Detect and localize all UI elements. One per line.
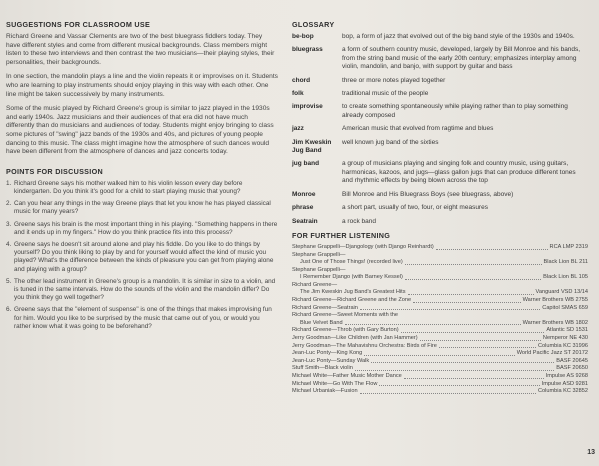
glossary-entry <box>292 90 588 103</box>
glossary-term: jug band <box>292 160 320 168</box>
glossary-entry <box>292 103 588 125</box>
list-item: Richard Greene—Richard Greene and the Zone Warner Brothers WB 2755 <box>292 297 588 304</box>
list-item: Stephane Grappelli—Djangology (with Django Reinhardt) RCA LMP 2319 <box>292 243 588 250</box>
suggestions-heading: SUGGESTIONS FOR CLASSROOM USE <box>6 20 151 29</box>
glossary-list <box>292 33 588 231</box>
glossary-term: Seatrain <box>292 217 318 225</box>
list-item: Richard Greene—Throb (with Gary Burton) Atlantic SD 1531 <box>292 327 588 334</box>
list-item: Michael White—Go With The Flow Impulse ASD 9281 <box>292 380 588 387</box>
list-item: 5. The other lead instrument in Greene's group is a mandolin. It is similar in size to a violin, and is tuned in the same intervals. How do the sounds of the violin and the mandolin differ? Do you think they go well together? <box>6 277 276 302</box>
glossary-definition: three or more notes played together <box>342 76 446 84</box>
glossary-term: jazz <box>292 125 304 133</box>
list-item: 6. Greene says that the "element of suspense" is one of the things that makes improvising fun for him. Would you like to be surprised by the music that came out of you, or would you rather know what it was going to be beforehand? <box>6 306 272 330</box>
glossary-definition: well known jug band of the sixties <box>342 138 439 146</box>
paragraph: In one section, the mandolin plays a line and the violin repeats it or improvises on it. Students who are learning to play instruments should enjoy playing in this way with each other. One line might be taken successively by many instruments. <box>6 73 278 98</box>
list-item: I Remember Django (with Barney Kessel) Black Lion BL 105 <box>300 274 588 281</box>
glossary-term: bluegrass <box>292 46 323 54</box>
glossary-term: be-bop <box>292 33 314 40</box>
list-item: Jean-Luc Ponty—Sunday Walk BASF 20645 <box>292 357 588 364</box>
list-item: 3. Greene says his brain is the most important thing in his playing. "Something happens in there and it ends up in my fingers." How do you think practice fits into this process? <box>6 220 278 236</box>
glossary-definition: Bill Monroe and His Bluegrass Boys (see bluegrass, above) <box>342 190 514 198</box>
list-item: Richard Greene— <box>292 281 338 288</box>
glossary-entry <box>292 160 588 190</box>
list-item: Just One of Those Things! (recorded live) Black Lion BL 211 <box>300 259 588 266</box>
glossary-term: Monroe <box>292 190 316 198</box>
listening-heading: FOR FURTHER LISTENING <box>292 230 391 240</box>
glossary-term: phrase <box>292 204 314 212</box>
glossary-entry <box>292 139 588 161</box>
paragraph: Richard Greene and Vassar Clements are two of the best bluegrass fiddlers today. They have different styles and come from different musical backgrounds. Class members might listen to these two interviews and then contrast the two musicians—their playing styles, their personalities, their backgrounds. <box>6 33 275 66</box>
points-heading: POINTS FOR DISCUSSION <box>6 166 103 176</box>
glossary-definition: traditional music of the people <box>342 90 429 98</box>
list-item: Richard Greene—Seatrain Capitol SMAS 659 <box>292 304 588 311</box>
glossary-term: folk <box>292 90 304 98</box>
glossary-entry <box>292 46 588 76</box>
discussion-points-list <box>6 180 278 331</box>
list-item: Michael Urbaniak—Fusion Columbia KC 32852 <box>292 388 588 395</box>
glossary-term: chord <box>292 76 311 84</box>
list-item: Stephane Grappelli— <box>292 251 346 258</box>
glossary-entry <box>292 125 588 138</box>
glossary-definition: a form of southern country music, developed, largely by Bill Monroe and his bands, from the string band music of the early 20th century; emphasizes interplay among violin, mandolin, and banjo, with support by guitar and bass <box>342 46 581 71</box>
glossary-definition: bop, a form of jazz that evolved out of the big band style of the 1930s and 1940s. <box>342 33 575 40</box>
glossary-term: Jim Kweskin Jug Band <box>292 138 332 155</box>
glossary-entry <box>292 33 588 46</box>
glossary-entry <box>292 218 588 231</box>
list-item: 2. Can you hear any things in the way Greene plays that let you know he has played classical music for many years? <box>6 200 271 216</box>
list-item: Jerry Goodman—Like Children (with Jan Hammer) Nemperor NE 430 <box>292 335 588 342</box>
list-item: Stephane Grappelli— <box>292 266 346 273</box>
paragraph: Some of the music played by Richard Greene's group is similar to jazz played in the 1930s and early 1940s. Jazz musicians and their audiences of that era did not have much differently than do musicians and audiences of today. Students might enjoy bringing to class some pictures of "swing" jazz bands of the 1930s and 40s, and pictures of young people dancing to this music. The class might imagine how the atmosphere of such dances would have been different from the atmosphere of dances and jazz concerts today. <box>6 105 274 156</box>
list-item: 4. Greene says he doesn't sit around alone and play his fiddle. Do you like to do things by yourself? Do you think liking to play by and for yourself would affect the kind of music you played? What's the difference between the kinds of pleasure you can get from playing alone and playing with a group? <box>6 240 274 273</box>
glossary-entry <box>292 77 588 90</box>
page-number: 13 <box>587 449 595 456</box>
glossary-term: improvise <box>292 103 323 111</box>
list-item: Richard Greene—Sweet Moments with the <box>292 312 399 319</box>
list-item: 1. Richard Greene says his mother walked him to his violin lesson every day before kindergarten. Do you think it's good for a child to start playing music that young? <box>6 179 243 195</box>
list-item: Stuff Smith—Black violin BASF 20650 <box>292 365 588 372</box>
glossary-entry <box>292 204 588 217</box>
glossary-definition: a group of musicians playing and singing folk and country music, using guitars, harmonicas, kazoos, and jugs—glass gallon jugs that can produce different tones and rhythmic effects by being blown across the top <box>342 160 576 185</box>
glossary-definition: to create something spontaneously while playing rather than to play something already composed <box>342 103 568 119</box>
list-item: Jean-Luc Ponty—King Kong World Pacific Jazz ST 20172 <box>292 350 588 357</box>
left-column <box>6 20 278 335</box>
glossary-definition: a short part, usually of two, four, or eight measures <box>342 204 488 212</box>
list-item: Michael White—Father Music Mother Dance Impulse AS 9268 <box>292 373 588 379</box>
glossary-heading: GLOSSARY <box>292 20 335 29</box>
glossary-definition: American music that evolved from ragtime and blues <box>342 125 494 133</box>
glossary-definition: a rock band <box>342 217 376 225</box>
listening-list <box>292 244 588 396</box>
right-column <box>292 20 588 396</box>
glossary-entry <box>292 191 588 204</box>
list-item: Jerry Goodman—The Mahavishnu Orchestra: Birds of Fire Columbia KC 31996 <box>292 342 588 349</box>
list-item: Blue Velvet Band Warner Brothers WB 1802 <box>300 319 588 326</box>
list-item: The Jim Kweskin Jug Band's Greatest Hits Vanguard VSD 13/14 <box>300 289 588 296</box>
